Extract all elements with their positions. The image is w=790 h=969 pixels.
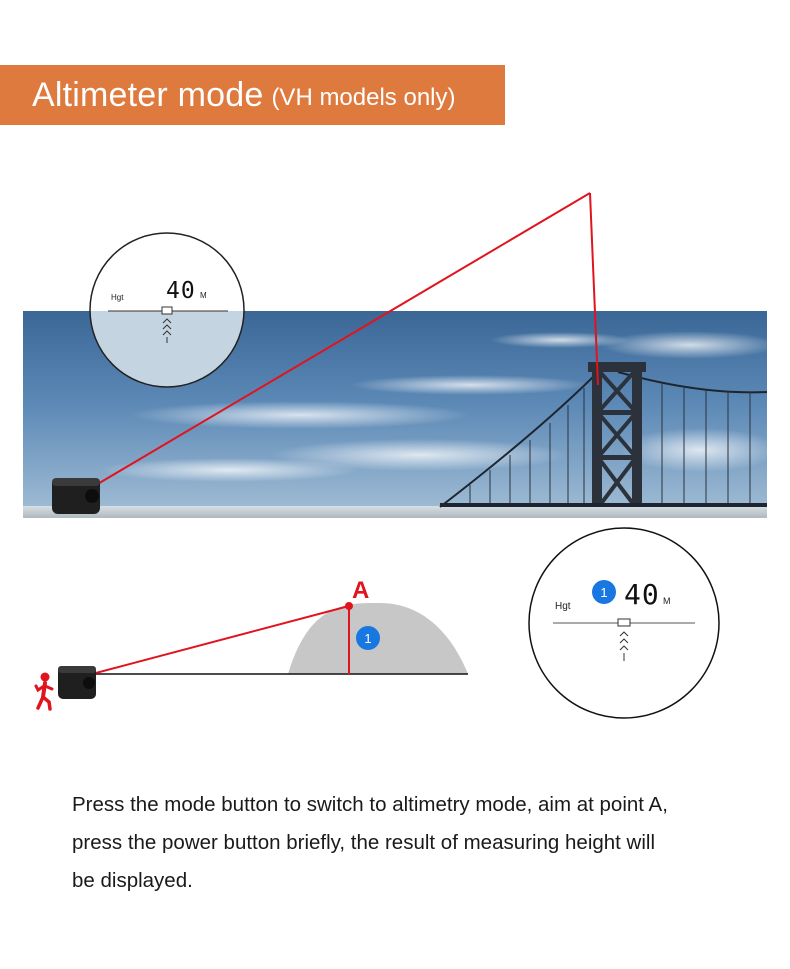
instruction-line: Press the mode button to switch to altimetry mode, aim at point A,	[72, 793, 668, 816]
bottom-viewfinder	[529, 528, 719, 718]
height-marker-number: 1	[364, 631, 372, 646]
mode-subtitle: (VH models only)	[271, 84, 456, 111]
instructions-text	[72, 786, 752, 900]
top-unit-label: M	[200, 291, 207, 300]
bottom-unit-label: M	[663, 596, 671, 606]
display-marker-number: 1	[600, 585, 608, 600]
person-icon	[36, 673, 52, 710]
instruction-line: be displayed.	[72, 869, 193, 892]
bottom-rangefinder-device	[58, 666, 96, 699]
bottom-mode-label: Hgt	[555, 601, 571, 612]
top-mode-label: Hgt	[111, 293, 124, 302]
instruction-line: press the power button briefly, the result of measuring height will	[72, 831, 656, 854]
top-height-value: 40	[166, 278, 196, 304]
mode-title: Altimeter mode	[32, 75, 264, 114]
top-rangefinder-device	[52, 478, 100, 514]
point-a-label: A	[352, 577, 370, 604]
height-diagram	[92, 602, 468, 674]
bottom-height-value: 40	[624, 578, 660, 611]
